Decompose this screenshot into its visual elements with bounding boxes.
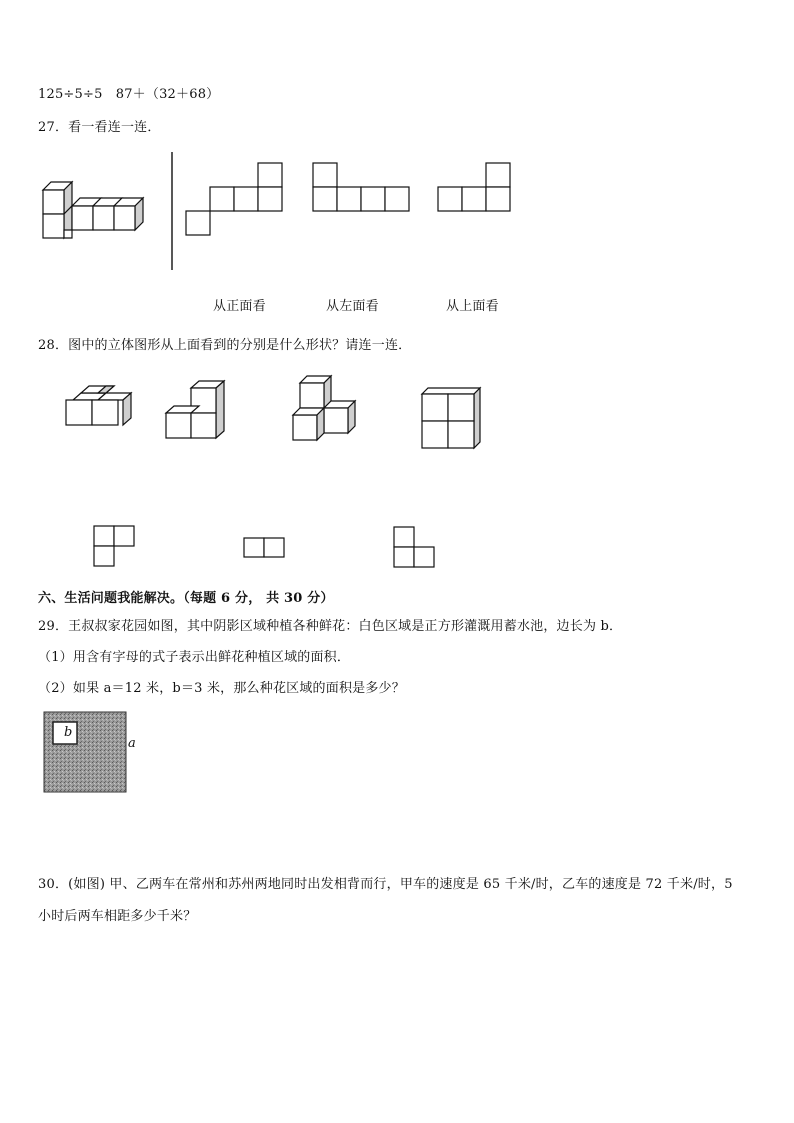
- q29-label-b: b: [64, 725, 73, 740]
- question-29-part-2: （2）如果 a＝12 米，b＝3 米，那么种花区域的面积是多少？: [38, 681, 405, 696]
- q28-solid-4: [422, 388, 480, 448]
- question-29-part-1: （1）用含有字母的式子表示出鲜花种植区域的面积．: [38, 650, 351, 665]
- q28-view-3: [394, 527, 434, 567]
- question-30-line-2: 小时后两车相距多少千米？: [38, 909, 197, 924]
- q29-label-a: a: [128, 736, 136, 751]
- calc-line: 125÷5÷5 87＋（32＋68）: [38, 87, 220, 102]
- q27-figures: [36, 150, 536, 275]
- q27-label-top: 从上面看: [446, 299, 499, 314]
- question-30-line-1: 30．(如图) 甲、乙两车在常州和苏州两地同时出发相背而行，甲车的速度是 65 千米/时，乙车的速度是 72 千米/时，5: [38, 877, 733, 892]
- q28-solid-2: [166, 381, 224, 438]
- section-6-heading: 六、生活问题我能解决。（每题 6 分， 共 30 分）: [38, 591, 334, 606]
- q27-view-a: [186, 163, 282, 235]
- q28-view-1: [94, 526, 134, 566]
- q27-solid-figure: [43, 182, 143, 238]
- question-28-title: 28．图中的立体图形从上面看到的分别是什么形状？请连一连．: [38, 338, 412, 353]
- q28-top-views: [90, 522, 450, 572]
- q28-view-2: [244, 538, 284, 557]
- q27-view-c: [438, 163, 510, 211]
- q27-label-front: 从正面看: [213, 299, 266, 314]
- question-27-title: 27．看一看连一连．: [38, 120, 161, 135]
- q28-solid-1: [66, 386, 131, 425]
- q29-garden-figure: [40, 710, 150, 796]
- q28-solid-figures: [60, 370, 500, 450]
- q27-label-left: 从左面看: [326, 299, 379, 314]
- question-29-title: 29．王叔叔家花园如图，其中阴影区域种植各种鲜花：白色区域是正方形灌溉用蓄水池，边长为 b．: [38, 619, 623, 634]
- q27-view-b: [313, 163, 409, 211]
- q28-solid-3: [293, 376, 355, 440]
